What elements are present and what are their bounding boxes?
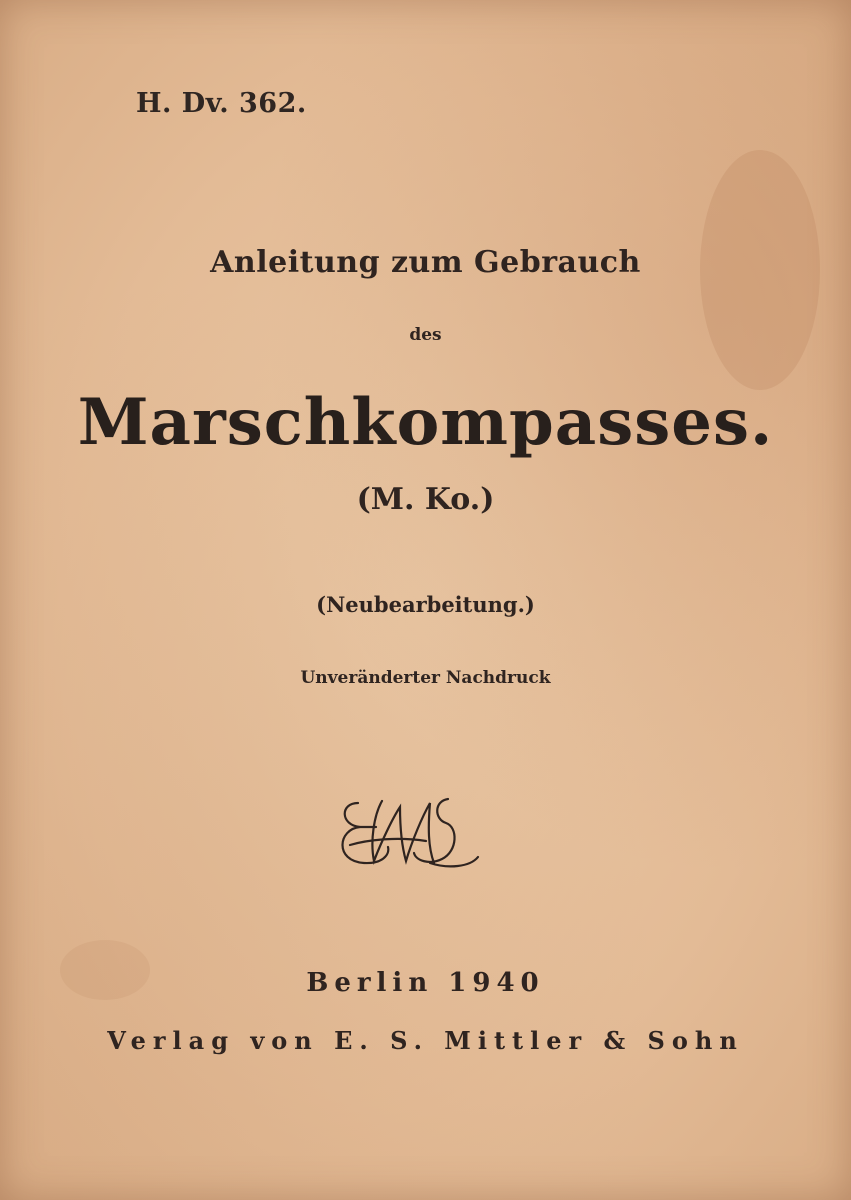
main-title: Marschkompasses. — [77, 385, 774, 460]
publication-place-year: Berlin 1940 — [306, 968, 545, 998]
publisher-name: Verlag von E. S. Mittler & Sohn — [107, 1026, 744, 1055]
edition-note: (Neubearbeitung.) — [316, 592, 535, 617]
document-code: H. Dv. 362. — [136, 88, 307, 119]
title-line-1: Anleitung zum Gebrauch — [210, 245, 641, 280]
reprint-note: Unveränderter Nachdruck — [300, 668, 551, 688]
title-line-2: des — [409, 325, 442, 345]
abbreviation: (M. Ko.) — [356, 482, 495, 517]
publisher-monogram-logo — [330, 785, 480, 875]
